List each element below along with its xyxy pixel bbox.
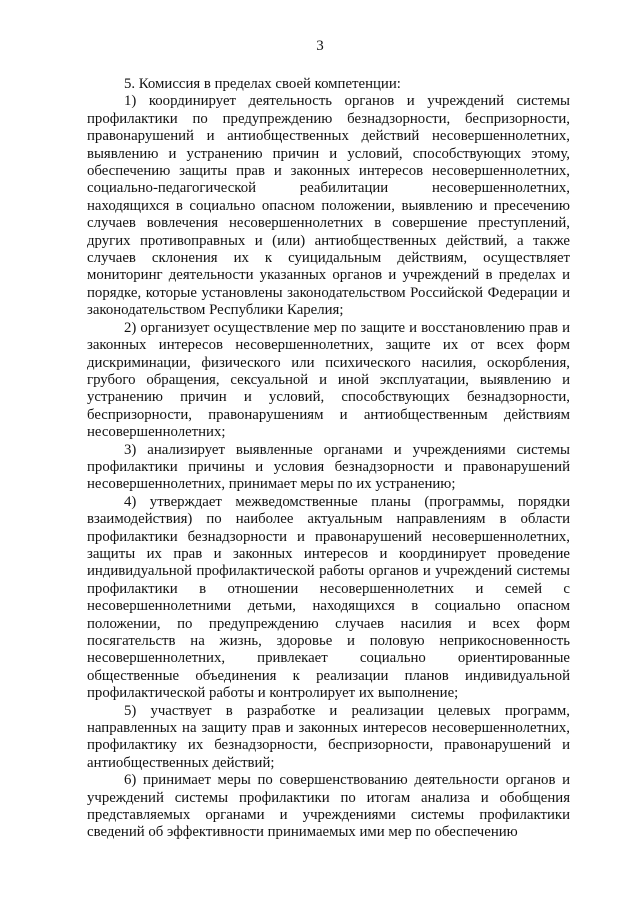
document-body [87, 76, 570, 842]
paragraph-item-4: 4) утверждает межведомственные планы (программы, порядки взаимодействия) по наиболее актуальным направлениям в области профилактики безнадзорности и правонарушений несовершеннолетних, защиты их прав и законных интересов и координирует проведение индивидуальной профилактической работы органов и учреждений системы профилактики в отношении несовершеннолетних и семей с несовершеннолетними детьми, находящихся в социально опасном положении, по предупреждению случаев насилия и всех форм посягательств на жизнь, здоровье и половую неприкосновенность несовершеннолетних, привлекает социально ориентированные общественные объединения к реализации планов индивидуальной профилактической работы и контролирует их выполнение; [87, 493, 570, 702]
page-number: 3 [316, 38, 324, 54]
paragraph-item-2: 2) организует осуществление мер по защите и восстановлению прав и законных интересов несовершеннолетних, защите их от всех форм дискриминации, физического или психического насилия, оскорбления, грубого обращения, сексуальной и иной эксплуатации, выявлению и устранению причин и условий, способствующих безнадзорности, беспризорности, правонарушениям и антиобщественным действиям несовершеннолетних; [87, 319, 570, 441]
paragraph-intro: 5. Комиссия в пределах своей компетенции: [124, 76, 401, 92]
paragraph-item-1: 1) координирует деятельность органов и учреждений системы профилактики по предупреждению безнадзорности, беспризорности, правонарушений и антиобщественных действий несовершеннолетних, выявлению и устранению причин и условий, способствующих этому, обеспечению защиты прав и законных интересов несовершеннолетних, социально-педагогической реабилитации несовершеннолетних, находящихся в социально опасном положении, выявлению и пресечению случаев вовлечения несовершеннолетних в совершение преступлений, других противоправных и (или) антиобщественных действий, а также случаев склонения их к суицидальным действиям, осуществляет мониторинг деятельности указанных органов и учреждений в пределах и порядке, которые установлены законодательством Российской Федерации и законодательством Республики Карелия; [87, 93, 570, 319]
paragraph-item-6: 6) принимает меры по совершенствованию деятельности органов и учреждений системы профилактики по итогам анализа и обобщения представляемых органами и учреждениями системы профилактики сведений об эффективности принимаемых ими мер по обеспечению [87, 772, 570, 841]
paragraph-item-5: 5) участвует в разработке и реализации целевых программ, направленных на защиту прав и законных интересов несовершеннолетних, профилактику их безнадзорности, беспризорности, правонарушений и антиобщественных действий; [87, 702, 570, 771]
paragraph-item-3: 3) анализирует выявленные органами и учреждениями системы профилактики причины и условия безнадзорности и правонарушений несовершеннолетних, принимает меры по их устранению; [87, 441, 570, 493]
